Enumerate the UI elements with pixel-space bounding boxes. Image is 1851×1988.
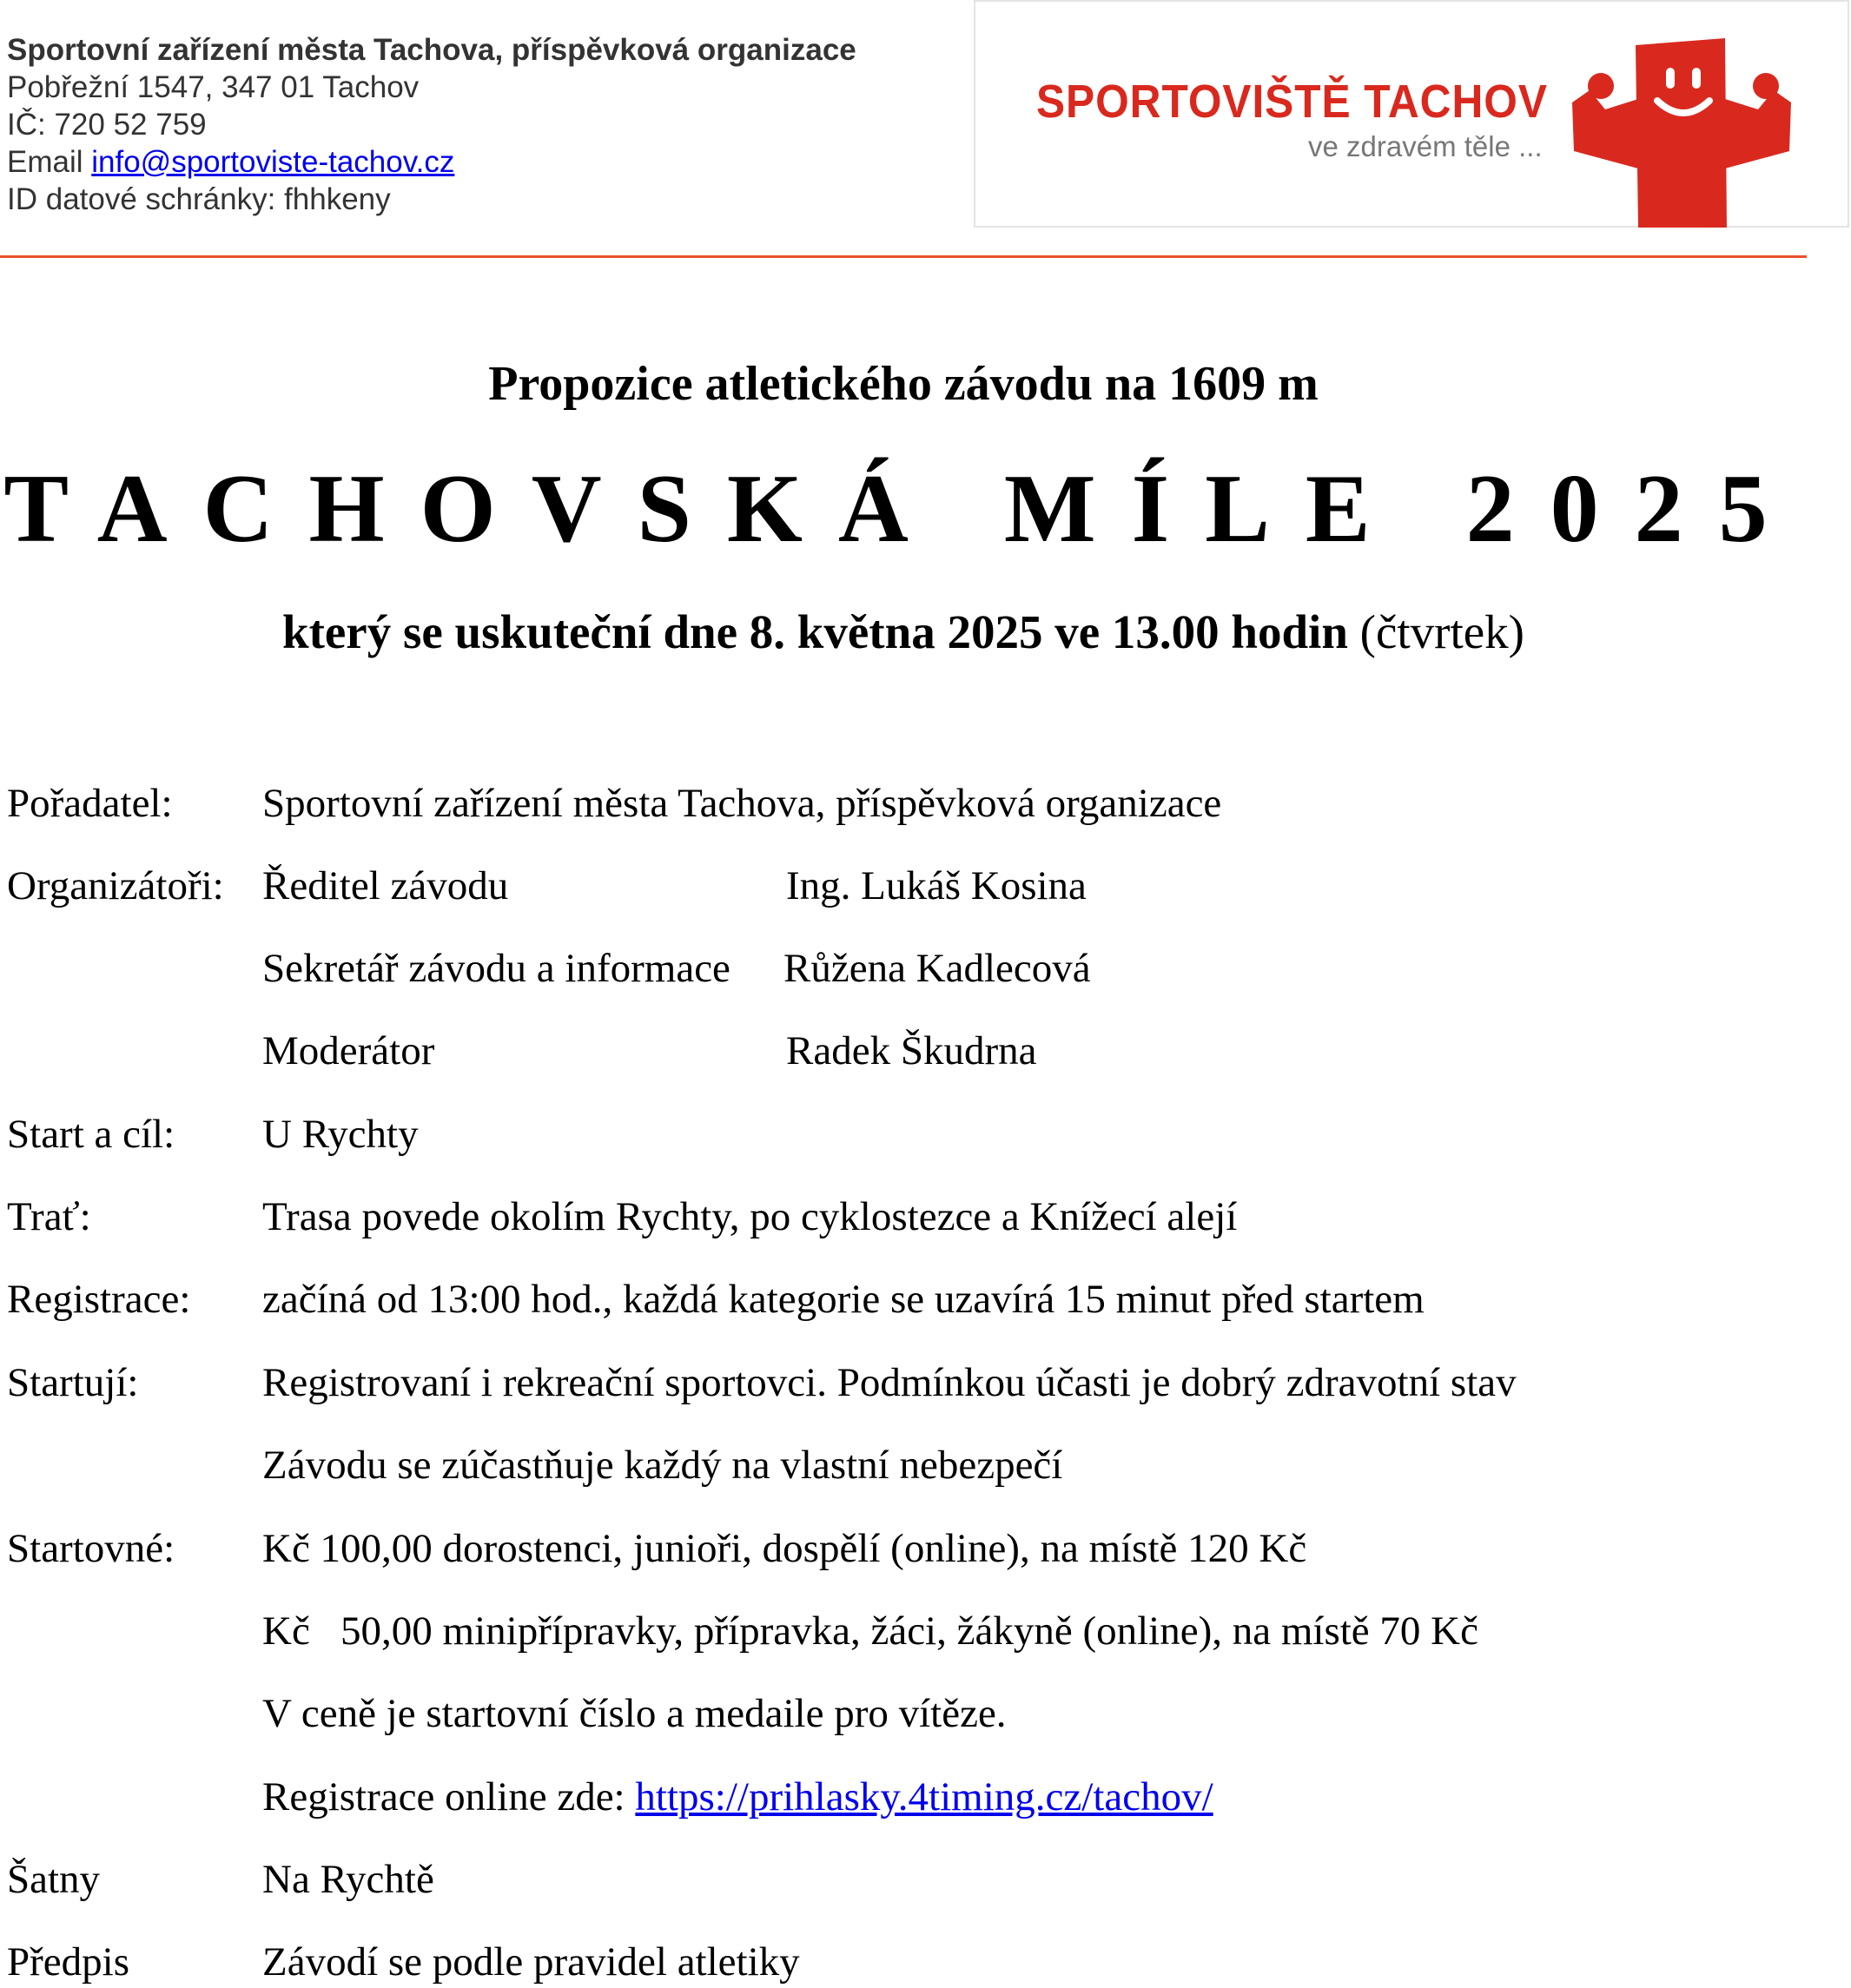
- startovne-line: Kč 50,00 minipřípravky, přípravka, žáci, žákyně (online), na místě 70 Kč: [262, 1608, 1478, 1654]
- org-email-line: [7, 143, 856, 181]
- predpis-value: Závodí se podle pravidel atletiky: [262, 1939, 800, 1985]
- email-label: Email: [7, 145, 92, 179]
- org-address: Pobřežní 1547, 347 01 Tachov: [7, 70, 420, 104]
- event-date: [0, 604, 1807, 659]
- event-day: (čtvrtek): [1347, 605, 1524, 658]
- strongman-mascot-icon: [1570, 38, 1796, 228]
- satny-label: Šatny: [7, 1857, 101, 1902]
- organizatori-label: Organizátoři:: [7, 863, 224, 908]
- trat-label: Trať:: [7, 1194, 91, 1239]
- satny-value: Na Rychtě: [262, 1857, 434, 1902]
- org-data-box: ID datové schránky: fhhkeny: [7, 182, 391, 216]
- logo-tagline: ve zdravém těle ...: [1308, 130, 1543, 162]
- organizer-name: Radek Škudrna: [786, 1028, 1037, 1073]
- registrace-label: Registrace:: [7, 1277, 191, 1322]
- startuji-line: Registrovaní i rekreační sportovci. Podmínkou účasti je dobrý zdravotní stav: [262, 1360, 1517, 1405]
- logo-title: SPORTOVIŠTĚ TACHOV: [1036, 76, 1548, 128]
- startovne-label: Startovné:: [7, 1526, 175, 1571]
- trat-value: Trasa povede okolím Rychty, po cyklostezce a Knížecí alejí: [262, 1194, 1238, 1239]
- startuji-label: Startují:: [7, 1360, 139, 1405]
- registration-link[interactable]: https://prihlasky.4timing.cz/tachov/: [635, 1774, 1213, 1820]
- online-registration: [262, 1773, 1213, 1821]
- document-subtitle: Propozice atletického závodu na 1609 m: [488, 357, 1319, 411]
- poradatel-value: Sportovní zařízení města Tachova, příspěvková organizace: [262, 781, 1222, 826]
- org-name: Sportovní zařízení města Tachova, příspěvková organizace: [7, 33, 856, 67]
- startovne-line: V ceně je startovní číslo a medaile pro vítěze.: [262, 1691, 1007, 1736]
- event-date-bold: který se uskuteční dne 8. května 2025 ve 13.00 hodin: [281, 605, 1348, 658]
- sportoviste-logo: [974, 0, 1849, 228]
- registrace-value: začíná od 13:00 hod., každá kategorie se uzavírá 15 minut před startem: [262, 1277, 1425, 1322]
- online-label: Registrace online zde:: [262, 1774, 636, 1820]
- startovne-line: Kč 100,00 dorostenci, junioři, dospělí (online), na místě 120 Kč: [262, 1526, 1307, 1571]
- start-value: U Rychty: [262, 1112, 419, 1157]
- organizer-name: Ing. Lukáš Kosina: [786, 863, 1087, 908]
- predpis-label: Předpis: [7, 1939, 129, 1985]
- poradatel-label: Pořadatel:: [7, 781, 173, 826]
- organizer-role: Moderátor: [262, 1028, 435, 1073]
- document-title: TACHOVSKÁ MÍLE 2025: [3, 455, 1803, 563]
- organization-header: [7, 31, 856, 218]
- header-divider: [0, 255, 1807, 258]
- organizer-name: Růžena Kadlecová: [783, 946, 1091, 991]
- startuji-line: Závodu se zúčastňuje každý na vlastní nebezpečí: [262, 1443, 1063, 1488]
- organizer-role: Ředitel závodu: [262, 863, 509, 908]
- start-label: Start a cíl:: [7, 1112, 175, 1157]
- organizer-role: Sekretář závodu a informace: [262, 946, 730, 991]
- email-link[interactable]: info@sportoviste-tachov.cz: [91, 145, 455, 179]
- org-ic: IČ: 720 52 759: [7, 108, 207, 142]
